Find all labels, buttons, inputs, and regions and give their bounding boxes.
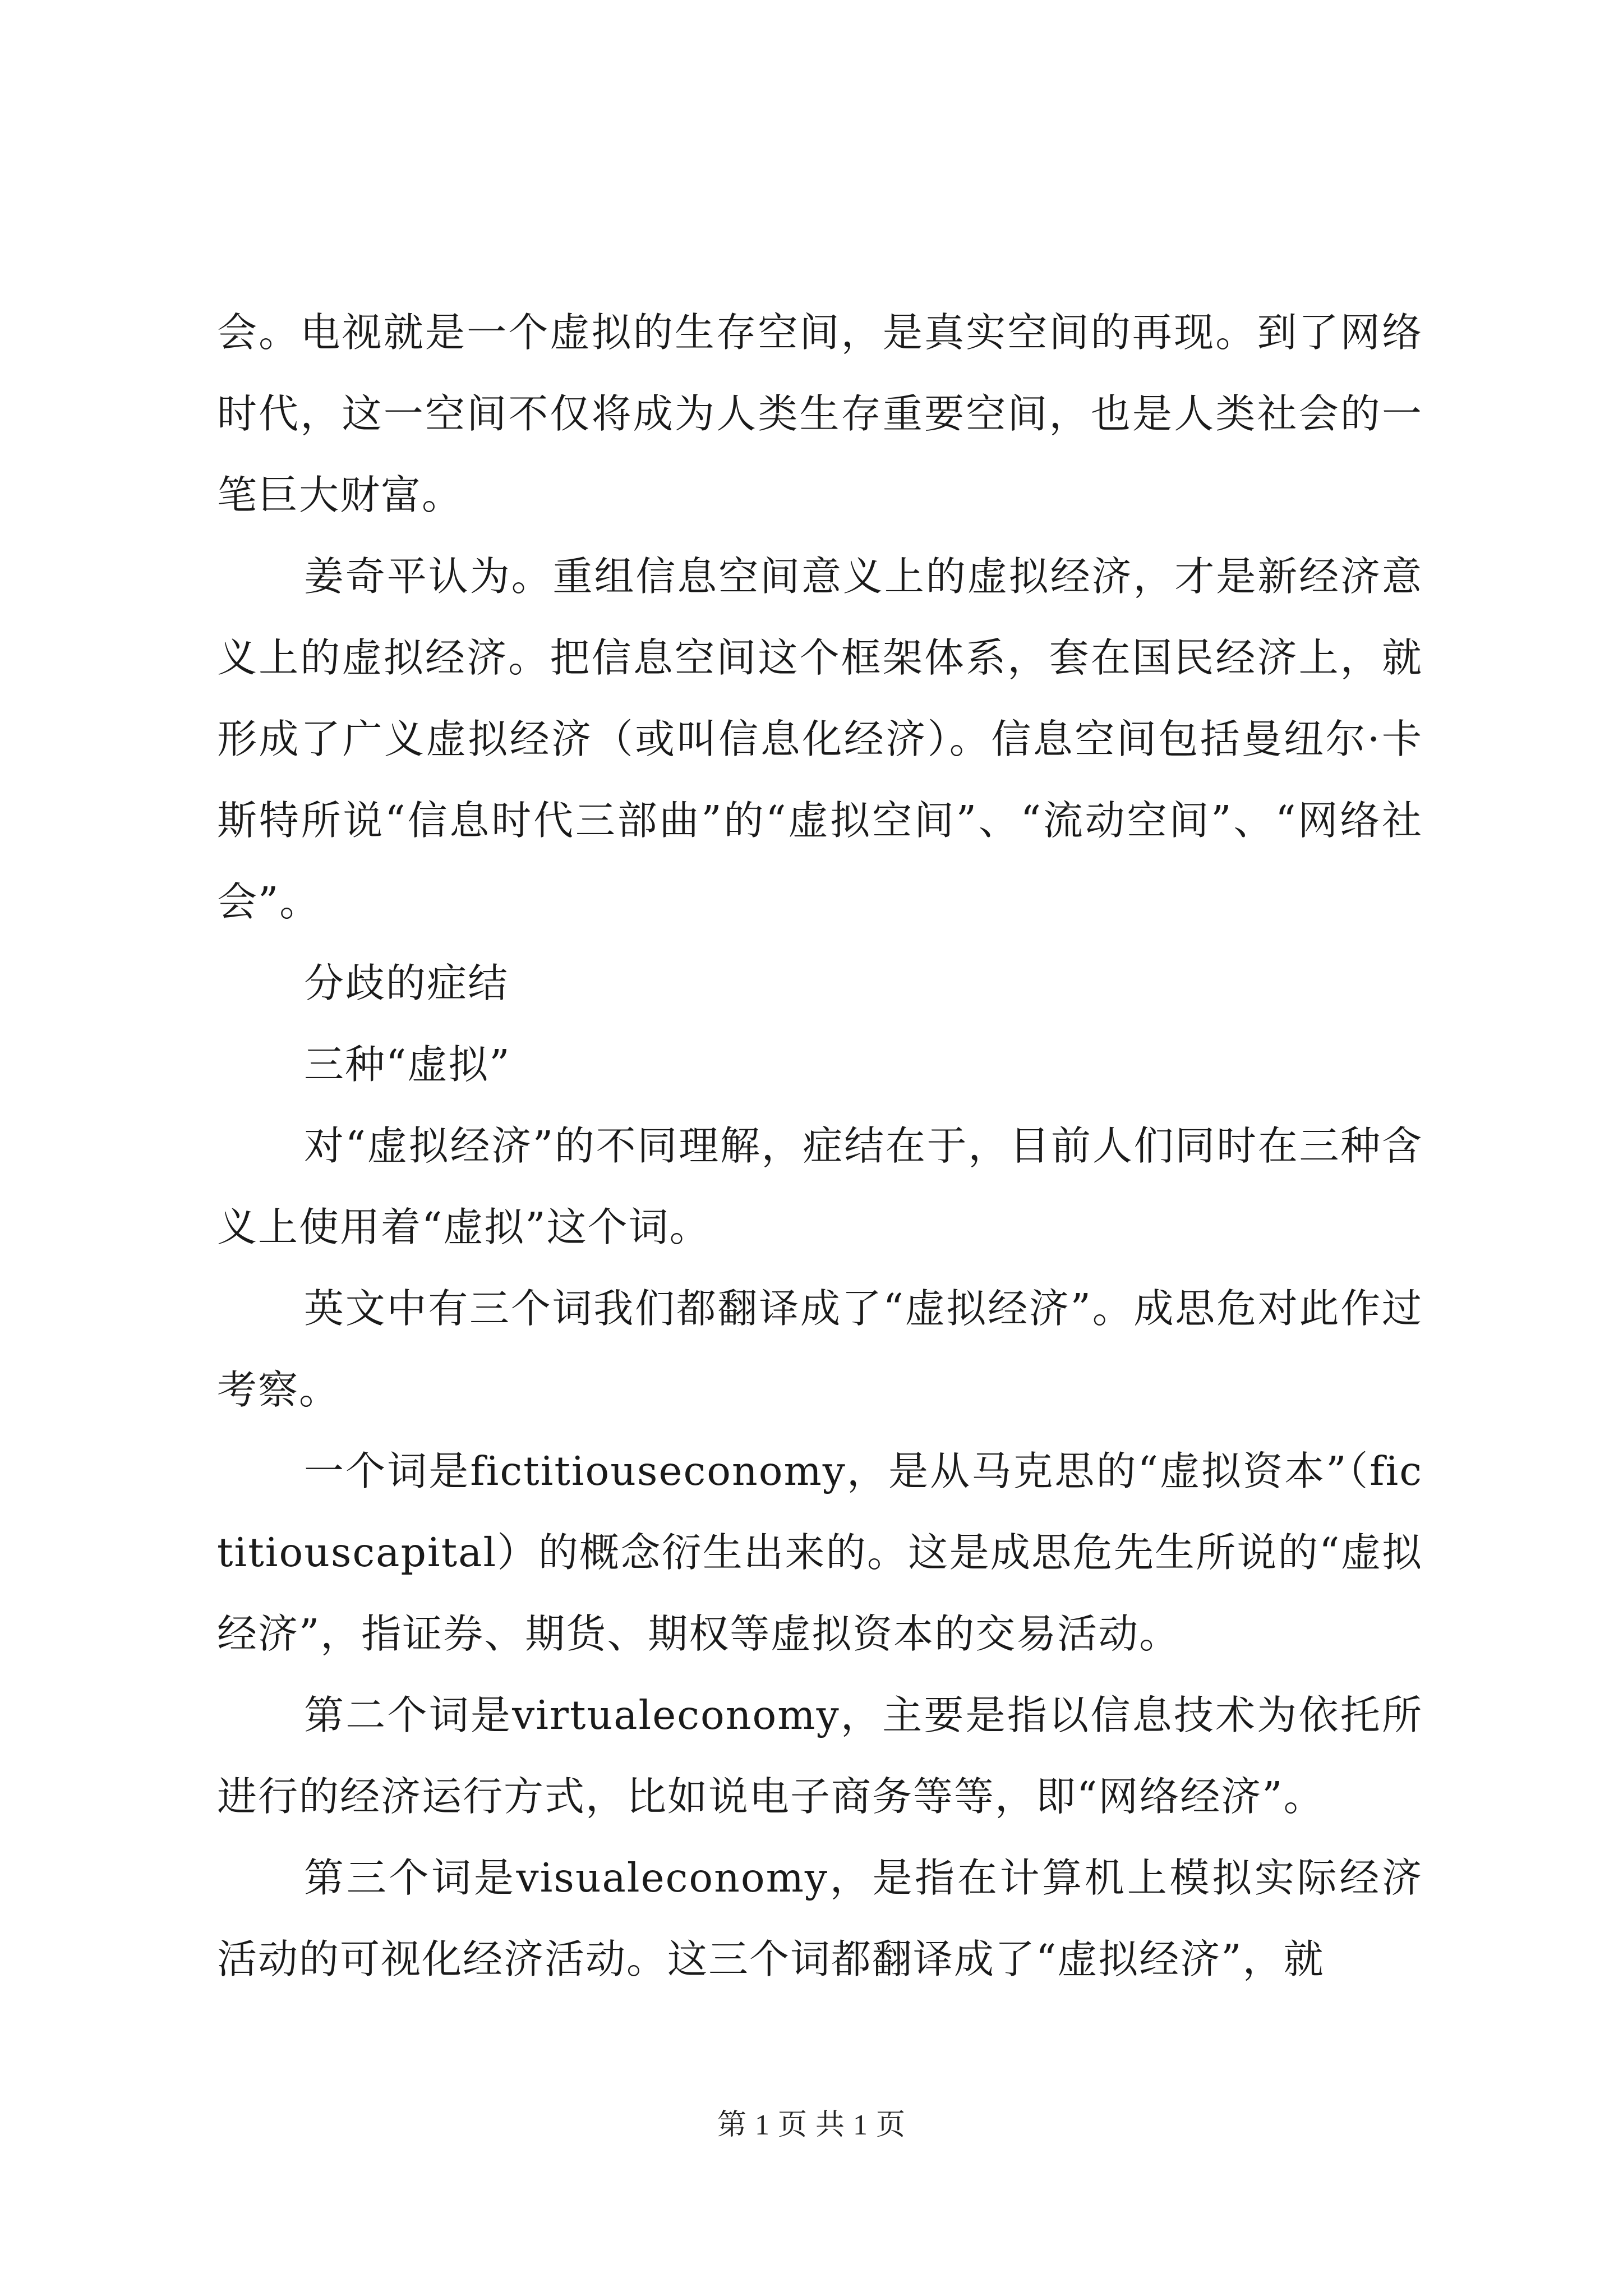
document-body: [217, 292, 1423, 2000]
paragraph-5: 对“虚拟经济”的不同理解，症结在于，目前人们同时在三种含义上使用着“虚拟”这个词。: [217, 1122, 1423, 1250]
paragraph-8: 第二个词是virtualeconomy，主要是指以信息技术为依托所进行的经济运行方式，比如说电子商务等等，即“网络经济”。: [217, 1692, 1423, 1820]
paragraph-9: 第三个词是visualeconomy，是指在计算机上模拟实际经济活动的可视化经济活动。这三个词都翻译成了“虚拟经济”，就: [217, 1855, 1423, 1982]
subsection-heading: 三种“虚拟”: [304, 1041, 511, 1088]
paragraph-2: 姜奇平认为。重组信息空间意义上的虚拟经济，才是新经济意义上的虚拟经济。把信息空间这个框架体系，套在国民经济上，就形成了广义虚拟经济（或叫信息化经济）。信息空间包括曼纽尔·卡斯特所说“信息时代三部曲”的“虚拟空间”、“流动空间”、“网络社会”。: [217, 553, 1423, 925]
paragraph-7: 一个词是fictitiouseconomy，是从马克思的“虚拟资本”（fictitiouscapital）的概念衍生出来的。这是成思危先生所说的“虚拟经济”，指证券、期货、期权等虚拟资本的交易活动。: [217, 1448, 1423, 1657]
paragraph-6: 英文中有三个词我们都翻译成了“虚拟经济”。成思危对此作过考察。: [217, 1285, 1423, 1413]
paragraph-1: 会。电视就是一个虚拟的生存空间，是真实空间的再现。到了网络时代，这一空间不仅将成为人类生存重要空间，也是人类社会的一笔巨大财富。: [217, 309, 1423, 518]
section-heading: 分歧的症结: [304, 960, 509, 1006]
page-footer: 第 1 页 共 1 页: [717, 2109, 906, 2141]
